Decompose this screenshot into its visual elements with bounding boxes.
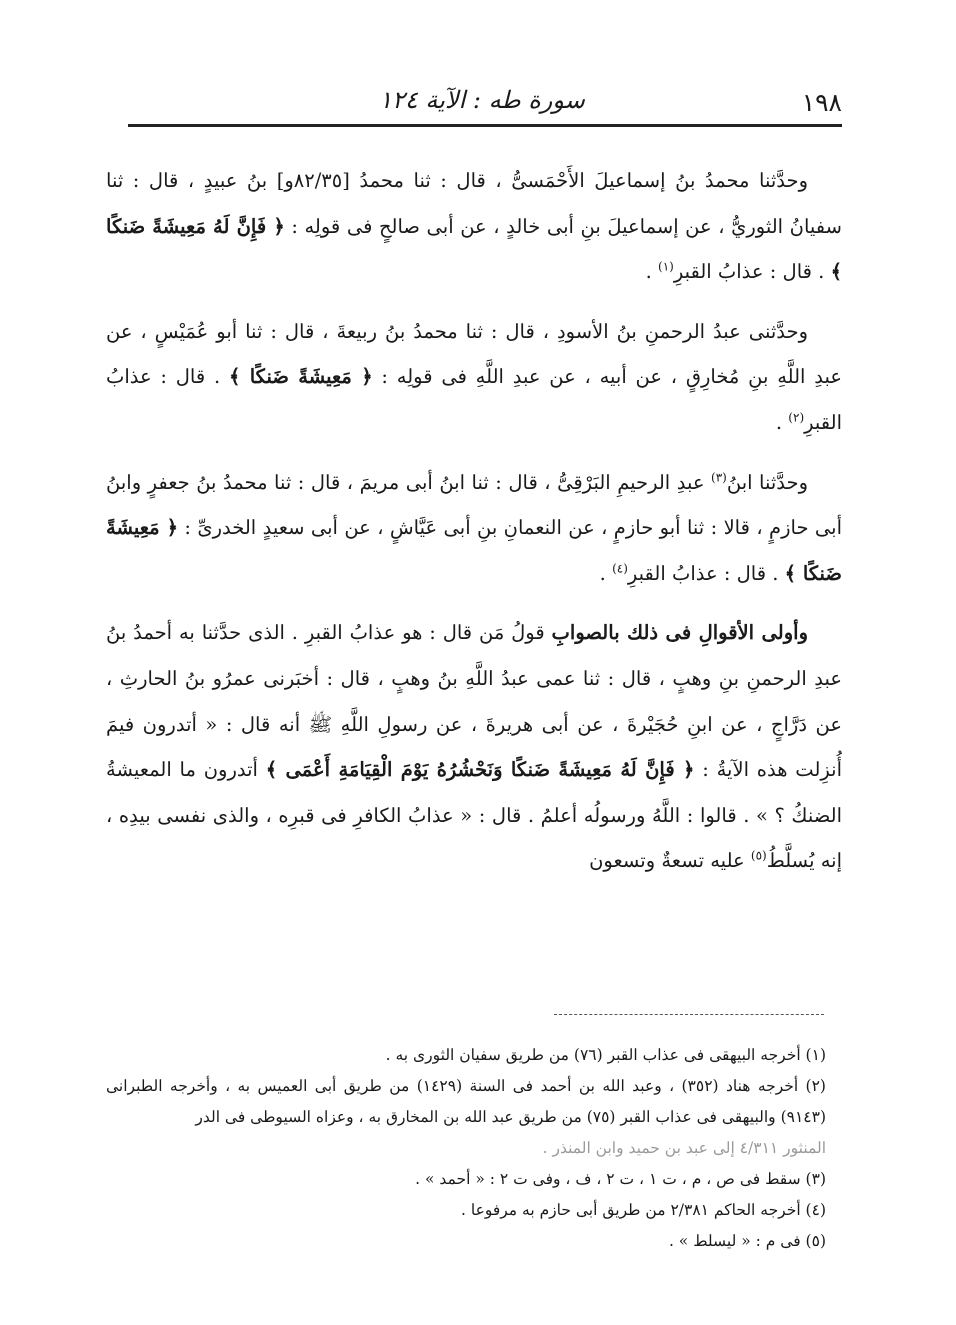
footnote-3: (٣) سقط فى ص ، م ، ت ١ ، ت ٢ ، ف ، وفى ت ٢ : « أحمد » . bbox=[415, 1170, 826, 1188]
footnotes bbox=[106, 1040, 826, 1257]
paragraph-2 bbox=[106, 309, 842, 446]
paragraph-text: . bbox=[775, 410, 789, 434]
quran-quote: ﴿ مَعِيشَةً ضَنكًا ﴾ bbox=[106, 516, 842, 585]
paragraph-4 bbox=[106, 610, 842, 884]
paragraph-text: . قال : عذابُ القبرِ bbox=[673, 260, 831, 284]
paragraph-1 bbox=[106, 158, 842, 295]
quran-quote: ﴿ فَإِنَّ لَهُ مَعِيشَةً ضَنكًا ﴾ bbox=[106, 214, 842, 284]
quran-quote: ﴿ مَعِيشَةً ضَنكًا ﴾ bbox=[228, 365, 373, 389]
page-header bbox=[128, 82, 842, 122]
header-rule bbox=[128, 124, 842, 127]
paragraph-text: عبدِ الرحيمِ البَرْقِىُّ ، قال : ثنا ابنُ أبى مريمَ ، قال : ثنا محمدُ بنُ جعفرٍ وابنُ أبى حازمٍ ، قالا : ثنا أبو حازمٍ ، عن النعمانِ بنِ أبى عَيَّاشٍ ، عن أبى سعيدٍ الخدرىِّ : bbox=[106, 470, 842, 540]
paragraph-text: وحدَّثنى عبدُ الرحمنِ بنُ الأسودِ ، قال : ثنا محمدُ بنُ ربيعةَ ، قال : ثنا أبو عُمَيْسٍ ، عن عبدِ اللَّهِ بنِ مُخارِقٍ ، عن أبيه ، عن عبدِ اللَّهِ فى قولِه : bbox=[106, 319, 842, 389]
footnote-2: (٢) أخرجه هناد (٣٥٢) ، وعبد الله بن أحمد فى السنة (١٤٢٩) من طريق أبى العميس به ، وأخرجه الطبرانى (٩١٤٣) والبيهقى فى عذاب القبر (٧٥) من طريق عبد الله بن المخارق به ، وعزاه السيوطى فى الدر bbox=[106, 1077, 826, 1126]
paragraph-text: قولُ مَن قال : هو عذابُ القبرِ . الذى حدَّثنا به أحمدُ بنُ عبدِ الرحمنِ بنِ وهبٍ ، قال : ثنا عمى عبدُ اللَّهِ بنُ وهبٍ ، قال : أخبَرنى عمرُو بنُ الحارثِ ، عن دَرَّاجٍ ، عن ابنِ حُجَيْرةَ ، عن أبى هريرةَ ، عن رسولِ اللَّهِ ﷺ أنه قال : « أتدرون فيمَ أُنزِلت هذه الآيةُ : bbox=[106, 621, 842, 782]
footnote-1: (١) أخرجه البيهقى فى عذاب القبر (٧٦) من طريق سفيان الثورى به . bbox=[385, 1046, 826, 1064]
footnote-ref[interactable]: (٣) bbox=[711, 470, 727, 485]
main-text bbox=[106, 158, 842, 898]
footnote-ref[interactable]: (٤) bbox=[612, 561, 628, 576]
bold-lead: وأولى الأقوالِ فى ذلك بالصوابِ bbox=[551, 621, 808, 645]
running-title: سورة طه : الآية ١٢٤ bbox=[379, 86, 585, 114]
quran-quote: ﴿ فَإِنَّ لَهُ مَعِيشَةً ضَنكًا وَنَحْشُرُهُ يَوْمَ الْقِيَامَةِ أَعْمَى ﴾ bbox=[265, 758, 695, 782]
footnote-ref[interactable]: (١) bbox=[658, 259, 674, 274]
paragraph-text: عليه تسعةٌ وتسعون bbox=[589, 849, 751, 873]
paragraph-text: . bbox=[599, 561, 613, 585]
paragraph-text: وحدَّثنا ابنُ bbox=[726, 470, 808, 494]
footnote-2-continued: المنثور ٤/٣١١ إلى عبد بن حميد وابن المنذر . bbox=[542, 1139, 826, 1157]
paragraph-text: وحدَّثنا محمدُ بنُ إسماعيلَ الأَحْمَسىُّ ، قال : ثنا محمدُ [٨٢/٣٥و] بنُ عبيدٍ ، قال : ثنا سفيانُ الثوريُّ ، عن إسماعيلَ بنِ أبى خالدٍ ، عن أبى صالحٍ فى قولِه : bbox=[106, 169, 842, 238]
paragraph-text: . قال : عذابُ القبرِ bbox=[627, 561, 785, 585]
footnote-ref[interactable]: (٥) bbox=[750, 848, 767, 863]
footnote-ref[interactable]: (٢) bbox=[788, 410, 805, 425]
footnote-4: (٤) أخرجه الحاكم ٢/٣٨١ من طريق أبى حازم به مرفوعا . bbox=[461, 1201, 826, 1219]
footnote-5: (٥) فى م : « ليسلط » . bbox=[668, 1232, 826, 1250]
paragraph-3 bbox=[106, 460, 842, 597]
page-number: ١٩٨ bbox=[801, 88, 842, 117]
paragraph-text: . bbox=[645, 260, 659, 284]
footnote-separator bbox=[554, 1014, 824, 1015]
paragraph-text: أتدرون ما المعيشةُ الضنكُ ؟ » . قالوا : اللَّهُ ورسولُه أعلمُ . قال : « عذابُ الكافرِ فى قبرِه ، والذى نفسى بيدِه ، إنه يُسلَّطُ bbox=[106, 758, 842, 873]
paragraph-text: . قال : عذابُ القبرِ bbox=[106, 365, 842, 434]
